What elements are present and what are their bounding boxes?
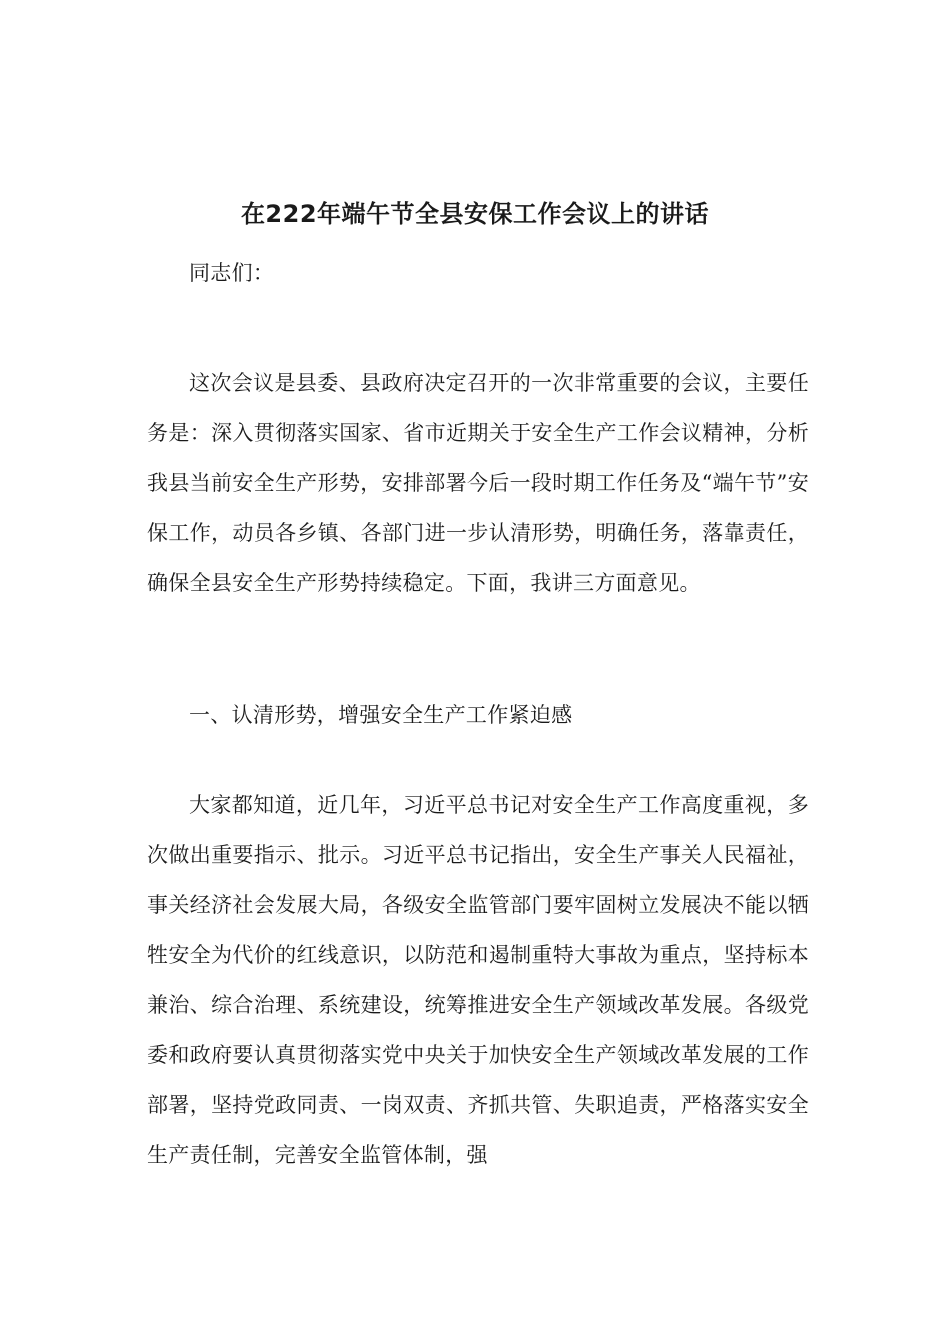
paragraph-intro: 这次会议是县委、县政府决定召开的一次非常重要的会议，主要任务是：深入贯彻落实国家、省市近期关于安全生产工作会议精神，分析我县当前安全生产形势，安排部署今后一段时期工作任务及“端午节”安保工作，动员各乡镇、各部门进一步认清形势，明确任务，落靠责任，确保全县安全生产形势持续稳定。下面，我讲三方面意见。 <box>147 371 809 595</box>
section-heading-1: 一、认清形势，增强安全生产工作紧迫感 <box>189 703 573 727</box>
paragraph-section-1: 大家都知道，近几年，习近平总书记对安全生产工作高度重视，多次做出重要指示、批示。习近平总书记指出，安全生产事关人民福祉，事关经济社会发展大局，各级安全监管部门要牢固树立发展决不能以牺牲安全为代价的红线意识，以防范和遏制重特大事故为重点，坚持标本兼治、综合治理、系统建设，统筹推进安全生产领域改革发展。各级党委和政府要认真贯彻落实党中央关于加快安全生产领域改革发展的工作部署，坚持党政同责、一岗双责、齐抓共管、失职追责，严格落实安全生产责任制，完善安全监管体制，强 <box>147 793 809 1167</box>
greeting: 同志们： <box>189 261 275 285</box>
document-title: 在222年端午节全县安保工作会议上的讲话 <box>240 200 710 228</box>
